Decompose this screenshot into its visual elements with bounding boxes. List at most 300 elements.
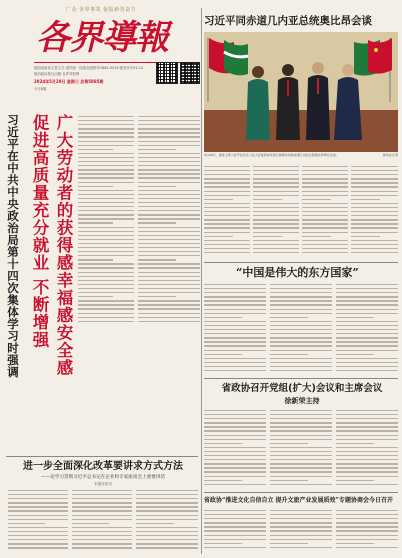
body-text-line — [204, 345, 266, 346]
body-text-line — [270, 410, 332, 411]
body-text-line — [204, 467, 266, 468]
body-text-line — [204, 174, 250, 175]
body-text-line — [336, 345, 398, 346]
body-text-line — [204, 325, 266, 326]
body-text-line — [138, 251, 200, 252]
body-text-line — [336, 296, 398, 297]
body-text-line — [78, 222, 113, 223]
body-text-line — [204, 510, 266, 511]
body-text-line — [302, 203, 348, 204]
body-text-line — [78, 186, 113, 187]
body-text-line — [78, 235, 134, 236]
body-text-line — [336, 337, 398, 338]
body-text-line — [336, 480, 374, 481]
body-text-line — [138, 169, 200, 170]
body-text-line — [8, 490, 68, 491]
body-text-line — [78, 259, 113, 260]
main-headline-line-2: 促进高质量充分就业 不断增强 — [30, 114, 49, 349]
body-text-line — [78, 308, 134, 309]
body-text-line — [8, 515, 68, 516]
section-divider-cppcc — [204, 378, 398, 379]
masthead-issue: 今日8版 — [34, 87, 47, 91]
body-text-line — [136, 543, 198, 544]
body-text-line — [270, 480, 308, 481]
body-text-line — [138, 198, 200, 199]
body-text-line — [78, 276, 134, 277]
body-text-line — [351, 240, 398, 241]
china-feature-col-1 — [204, 284, 266, 376]
body-text-line — [78, 227, 134, 228]
body-text-line — [204, 232, 250, 233]
summit-article-col-2 — [253, 166, 299, 258]
body-text-line — [336, 510, 398, 511]
body-text-line — [336, 325, 398, 326]
body-text-line — [336, 288, 398, 289]
body-text-line — [78, 169, 134, 170]
body-text-line — [204, 304, 266, 305]
body-text-line — [270, 333, 332, 334]
body-text-line — [270, 345, 332, 346]
body-text-line — [78, 251, 134, 252]
body-text-line — [204, 288, 266, 289]
body-text-line — [138, 308, 200, 309]
body-text-line — [270, 292, 332, 293]
body-text-line — [72, 494, 132, 495]
body-text-line — [270, 362, 332, 363]
body-text-line — [78, 206, 134, 207]
body-text-line — [136, 539, 198, 540]
body-text-line — [253, 195, 299, 196]
body-text-line — [336, 350, 398, 351]
body-text-line — [302, 166, 348, 167]
reform-col-3 — [136, 490, 198, 554]
body-text-line — [204, 543, 242, 544]
body-text-line — [78, 177, 134, 178]
body-text-line — [204, 244, 250, 245]
body-text-line — [302, 186, 348, 187]
body-text-line — [204, 321, 266, 322]
body-text-line — [138, 300, 200, 301]
body-text-line — [270, 422, 332, 423]
body-text-line — [78, 210, 134, 211]
body-text-line — [270, 518, 332, 519]
body-text-line — [253, 215, 299, 216]
body-text-line — [270, 463, 332, 464]
body-text-line — [351, 236, 380, 237]
summit-article-col-4 — [351, 166, 398, 258]
summit-photo — [204, 32, 398, 152]
body-text-line — [78, 263, 134, 264]
main-article-body-col-2 — [138, 116, 200, 326]
body-text-line — [336, 313, 398, 314]
body-text-line — [351, 166, 398, 167]
reform-byline: 本报评论员 — [94, 482, 112, 486]
body-text-line — [138, 272, 200, 273]
body-text-line — [136, 490, 198, 491]
qr-code-icon-2 — [180, 62, 200, 84]
masthead-date: 2024年5月29日 星期三 总第5885期 — [34, 79, 104, 84]
body-text-line — [138, 227, 200, 228]
body-text-line — [72, 510, 132, 511]
body-text-line — [136, 502, 198, 503]
body-text-line — [138, 321, 200, 322]
body-text-line — [270, 526, 332, 527]
body-text-line — [253, 186, 299, 187]
body-text-line — [270, 435, 332, 436]
body-text-line — [204, 430, 266, 431]
body-text-line — [204, 471, 266, 472]
body-text-line — [78, 214, 134, 215]
body-text-line — [138, 153, 200, 154]
body-text-line — [336, 447, 398, 448]
body-text-line — [270, 471, 332, 472]
body-text-line — [351, 178, 398, 179]
body-text-line — [8, 502, 68, 503]
body-text-line — [8, 547, 68, 548]
body-text-line — [336, 414, 398, 415]
body-text-line — [138, 288, 200, 289]
body-text-line — [8, 519, 68, 520]
body-text-line — [336, 522, 398, 523]
body-text-line — [72, 523, 109, 524]
body-text-line — [351, 227, 398, 228]
body-text-line — [204, 227, 250, 228]
body-text-line — [336, 430, 398, 431]
body-text-line — [72, 547, 132, 548]
body-text-line — [336, 410, 398, 411]
body-text-line — [78, 284, 134, 285]
body-text-line — [138, 210, 200, 211]
body-text-line — [72, 490, 132, 491]
body-text-line — [204, 240, 250, 241]
china-feature-col-3 — [336, 284, 398, 376]
body-text-line — [78, 132, 134, 133]
body-text-line — [136, 494, 198, 495]
body-text-line — [8, 531, 68, 532]
body-text-line — [270, 543, 308, 544]
body-text-line — [204, 547, 266, 548]
masthead-logo: 各界導報 — [36, 18, 168, 58]
body-text-line — [351, 211, 398, 212]
body-text-line — [204, 313, 266, 314]
body-text-line — [78, 292, 134, 293]
body-text-line — [204, 329, 266, 330]
body-text-line — [336, 422, 398, 423]
body-text-line — [78, 313, 134, 314]
body-text-line — [270, 484, 332, 485]
body-text-line — [138, 177, 200, 178]
body-text-line — [351, 199, 380, 200]
main-article-body — [78, 116, 134, 326]
body-text-line — [336, 333, 398, 334]
body-text-line — [136, 515, 198, 516]
body-text-line — [204, 447, 266, 448]
body-text-line — [336, 284, 398, 285]
body-text-line — [78, 218, 134, 219]
body-text-line — [270, 510, 332, 511]
body-text-line — [78, 145, 134, 146]
body-text-line — [78, 317, 134, 318]
body-text-line — [270, 309, 332, 310]
body-text-line — [204, 341, 266, 342]
body-text-line — [204, 215, 250, 216]
body-text-line — [270, 467, 332, 468]
body-text-line — [138, 243, 200, 244]
cppcc-col-2 — [270, 410, 332, 490]
body-text-line — [78, 157, 134, 158]
body-text-line — [351, 223, 398, 224]
body-text-line — [336, 514, 398, 515]
body-text-line — [72, 539, 132, 540]
body-text-line — [72, 527, 132, 528]
body-text-line — [78, 288, 134, 289]
summit-article-col-3 — [302, 166, 348, 258]
body-text-line — [270, 337, 332, 338]
body-text-line — [302, 178, 348, 179]
body-text-line — [336, 484, 398, 485]
body-text-line — [336, 426, 398, 427]
body-text-line — [138, 263, 200, 264]
body-text-line — [336, 439, 398, 440]
body-text-line — [270, 439, 332, 440]
body-text-line — [336, 455, 398, 456]
body-text-line — [138, 149, 176, 150]
summit-article-col-1 — [204, 166, 250, 258]
body-text-line — [138, 292, 200, 293]
body-text-line — [336, 467, 398, 468]
body-text-line — [138, 202, 200, 203]
body-text-line — [8, 498, 68, 499]
body-text-line — [270, 370, 332, 371]
body-text-line — [270, 296, 332, 297]
body-text-line — [204, 166, 250, 167]
main-headline-line-1: 广大劳动者的获得感幸福感安全感 — [54, 114, 73, 377]
body-text-line — [336, 317, 374, 318]
body-text-line — [138, 141, 200, 142]
china-feature-title: “中国是伟大的东方国家” — [236, 266, 359, 279]
body-text-line — [204, 337, 266, 338]
body-text-line — [302, 252, 348, 253]
body-text-line — [204, 350, 266, 351]
body-text-line — [78, 116, 134, 117]
body-text-line — [204, 514, 266, 515]
body-text-line — [270, 455, 332, 456]
body-text-line — [336, 354, 374, 355]
body-text-line — [336, 530, 398, 531]
body-text-line — [138, 255, 200, 256]
body-text-line — [78, 198, 134, 199]
body-text-line — [204, 223, 250, 224]
body-text-line — [8, 506, 68, 507]
body-text-line — [302, 248, 348, 249]
body-text-line — [270, 350, 332, 351]
body-text-line — [72, 543, 132, 544]
body-text-line — [270, 414, 332, 415]
body-text-line — [336, 476, 398, 477]
body-text-line — [138, 239, 200, 240]
body-text-line — [253, 191, 299, 192]
body-text-line — [270, 476, 332, 477]
body-text-line — [136, 506, 198, 507]
body-text-line — [351, 215, 398, 216]
body-text-line — [136, 535, 198, 536]
main-headline-line-3: 习近平在中共中央政治局第十四次集体学习时强调 — [6, 114, 20, 378]
body-text-line — [336, 321, 398, 322]
body-text-line — [253, 178, 299, 179]
body-text-line — [336, 518, 398, 519]
body-text-line — [78, 231, 134, 232]
body-text-line — [351, 244, 398, 245]
body-text-line — [72, 519, 132, 520]
body-text-line — [204, 317, 242, 318]
body-text-line — [270, 284, 332, 285]
photo-caption: 5月28日，国家主席习近平在北京人民大会堂同来华进行国事访问的赤道几内亚总统奥比昂举行会谈。 — [204, 153, 339, 157]
body-text-line — [270, 317, 308, 318]
body-text-line — [253, 211, 299, 212]
body-text-line — [253, 227, 299, 228]
body-text-line — [78, 120, 134, 121]
body-text-line — [336, 300, 398, 301]
body-text-line — [351, 195, 398, 196]
body-text-line — [204, 248, 250, 249]
body-text-line — [136, 519, 198, 520]
qr-code-icon — [156, 62, 178, 84]
body-text-line — [138, 235, 200, 236]
body-text-line — [138, 304, 200, 305]
body-text-line — [351, 252, 398, 253]
body-text-line — [204, 178, 250, 179]
body-text-line — [138, 182, 200, 183]
body-text-line — [336, 435, 398, 436]
body-text-line — [270, 522, 332, 523]
body-text-line — [270, 539, 332, 540]
body-text-line — [204, 480, 242, 481]
body-text-line — [270, 447, 332, 448]
body-text-line — [204, 219, 250, 220]
body-text-line — [138, 116, 200, 117]
body-text-line — [138, 128, 200, 129]
body-text-line — [8, 535, 68, 536]
photo-source: 新华社记者 — [382, 153, 398, 157]
body-text-line — [351, 232, 398, 233]
body-text-line — [204, 418, 266, 419]
body-text-line — [253, 182, 299, 183]
body-text-line — [351, 203, 398, 204]
body-text-line — [253, 207, 299, 208]
body-text-line — [78, 173, 134, 174]
body-text-line — [204, 455, 266, 456]
body-text-line — [78, 296, 113, 297]
body-text-line — [351, 248, 398, 249]
body-text-line — [270, 304, 332, 305]
body-text-line — [72, 535, 132, 536]
body-text-line — [136, 547, 198, 548]
body-text-line — [204, 426, 266, 427]
body-text-line — [138, 313, 200, 314]
body-text-line — [204, 292, 266, 293]
body-text-line — [336, 459, 398, 460]
china-feature-col-2 — [270, 284, 332, 376]
body-text-line — [204, 195, 250, 196]
body-text-line — [78, 243, 134, 244]
body-text-line — [78, 280, 134, 281]
body-text-line — [138, 214, 200, 215]
body-text-line — [336, 292, 398, 293]
body-text-line — [302, 215, 348, 216]
body-text-line — [78, 136, 134, 137]
body-text-line — [78, 194, 134, 195]
body-text-line — [302, 191, 348, 192]
body-text-line — [138, 247, 200, 248]
body-text-line — [302, 236, 331, 237]
body-text-line — [138, 120, 200, 121]
body-text-line — [253, 219, 299, 220]
body-text-line — [138, 124, 200, 125]
body-text-line — [351, 186, 398, 187]
body-text-line — [336, 418, 398, 419]
body-text-line — [136, 527, 198, 528]
body-text-line — [204, 410, 266, 411]
body-text-line — [270, 366, 332, 367]
body-text-line — [138, 186, 176, 187]
body-text-line — [270, 325, 332, 326]
body-text-line — [204, 236, 233, 237]
body-text-line — [204, 300, 266, 301]
body-text-line — [302, 199, 331, 200]
body-text-line — [204, 451, 266, 452]
bottom-headline: 省政协“推进文化自信自立 提升文旅产业发展质效”专题协商会今日召开 — [204, 497, 393, 504]
body-text-line — [204, 207, 250, 208]
body-text-line — [336, 547, 398, 548]
body-text-line — [204, 191, 250, 192]
body-text-line — [270, 426, 332, 427]
body-text-line — [336, 526, 398, 527]
body-text-line — [72, 498, 132, 499]
body-text-line — [138, 222, 176, 223]
body-text-line — [204, 414, 266, 415]
section-divider-right — [204, 262, 398, 263]
body-text-line — [336, 304, 398, 305]
body-text-line — [270, 321, 332, 322]
masthead-slogan: 广众 各界事業 促振新各奋力 — [66, 7, 137, 13]
body-text-line — [253, 203, 299, 204]
body-text-line — [270, 313, 332, 314]
body-text-line — [302, 232, 348, 233]
body-text-line — [78, 202, 134, 203]
body-text-line — [302, 174, 348, 175]
body-text-line — [136, 498, 198, 499]
body-text-line — [138, 259, 176, 260]
section-divider-bottom — [204, 492, 398, 493]
body-text-line — [336, 309, 398, 310]
body-text-line — [253, 244, 299, 245]
body-text-line — [253, 248, 299, 249]
body-text-line — [8, 510, 68, 511]
cppcc-col-1 — [204, 410, 266, 490]
body-text-line — [138, 218, 200, 219]
body-text-line — [138, 317, 200, 318]
body-text-line — [78, 149, 113, 150]
body-text-line — [351, 170, 398, 171]
body-text-line — [204, 422, 266, 423]
reform-title: 进一步全面深化改革要讲求方式方法 — [23, 461, 183, 472]
body-text-line — [270, 530, 332, 531]
body-text-line — [78, 304, 134, 305]
bottom-col-2 — [270, 510, 332, 554]
body-text-line — [136, 523, 174, 524]
body-text-line — [336, 329, 398, 330]
body-text-line — [138, 276, 200, 277]
